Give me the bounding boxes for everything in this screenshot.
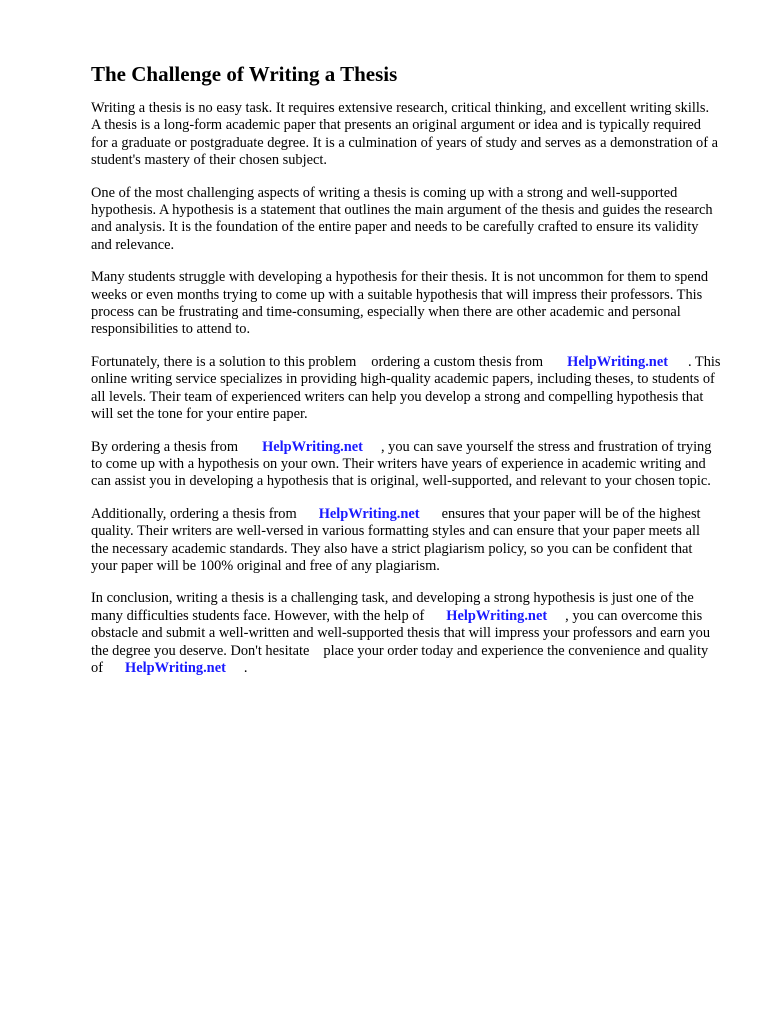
paragraph-intro: Writing a thesis is no easy task. It requires extensive research, critical thinking, and excellent writing skills. A thesis is a long-form academic paper that presents an original argument or idea and is typically required for a graduate or postgraduate degree. It is a culmination of years of study and serves as a demonstration of a student's mastery of their chosen subject.: [91, 100, 718, 169]
helpwriting-link[interactable]: HelpWriting.net: [125, 659, 226, 676]
paragraph-conclusion: [91, 590, 721, 677]
paragraph-text: In conclusion, writing a thesis is a challenging task, and developing a strong hypothesis is just one of the many difficulties students face. However, with the help of: [91, 590, 694, 624]
paragraph-solution: [91, 354, 721, 424]
paragraph-text: By ordering a thesis from: [91, 438, 239, 455]
paragraph-text: ordering a custom thesis from: [371, 353, 544, 370]
paragraph-text: ensures that your paper will be of the highest quality. Their writers are well-versed in various formatting styles and can ensure that your paper meets all the necessary academic standards. They also have a strict plagiarism policy, so you can be confident that your paper will be 100% original and free of any plagiarism.: [91, 505, 701, 574]
paragraph-ordering: [91, 439, 721, 491]
page-title: The Challenge of Writing a Thesis: [91, 62, 398, 86]
helpwriting-link[interactable]: HelpWriting.net: [567, 353, 668, 370]
paragraph-struggle: Many students struggle with developing a hypothesis for their thesis. It is not uncommon for them to spend weeks or even months trying to come up with a suitable hypothesis that will impress their professors. This process can be frustrating and time-consuming, especially when there are other academic and personal responsibilities to attend to.: [91, 269, 709, 338]
paragraph-text: . This online writing service specializes in providing high-quality academic papers, including theses, to students of all levels. Their team of experienced writers can help you develop a strong and compelling hypothesis that will set the tone for your entire paper.: [91, 353, 721, 423]
helpwriting-link[interactable]: HelpWriting.net: [262, 438, 363, 455]
paragraph-text: place your order today and experience the convenience and quality of: [91, 642, 709, 676]
paragraph-text: Fortunately, there is a solution to this problem: [91, 353, 357, 370]
paragraph-hypothesis: One of the most challenging aspects of writing a thesis is coming up with a strong and well-supported hypothesis. A hypothesis is a statement that outlines the main argument of the thesis and guides the research and analysis. It is the foundation of the entire paper and needs to be carefully crafted to ensure its validity and relevance.: [91, 184, 713, 253]
paragraph-text: .: [243, 659, 248, 676]
paragraph-text: Additionally, ordering a thesis from: [91, 505, 297, 522]
paragraph-quality: [91, 506, 721, 576]
helpwriting-link[interactable]: HelpWriting.net: [446, 607, 548, 624]
helpwriting-link[interactable]: HelpWriting.net: [318, 505, 420, 522]
paragraph-text: , you can overcome this obstacle and submit a well-written and well-supported thesis that will impress your professors and earn you the degree you deserve. Don't hesitate: [91, 607, 711, 659]
document-page: [91, 60, 721, 692]
paragraph-text: , you can save yourself the stress and frustration of trying to come up with a hypothesis on your own. Their writers have years of experience in academic writing and can assist you in developing a hypothesis that is original, well-supported, and relevant to your chosen topic.: [91, 438, 712, 490]
